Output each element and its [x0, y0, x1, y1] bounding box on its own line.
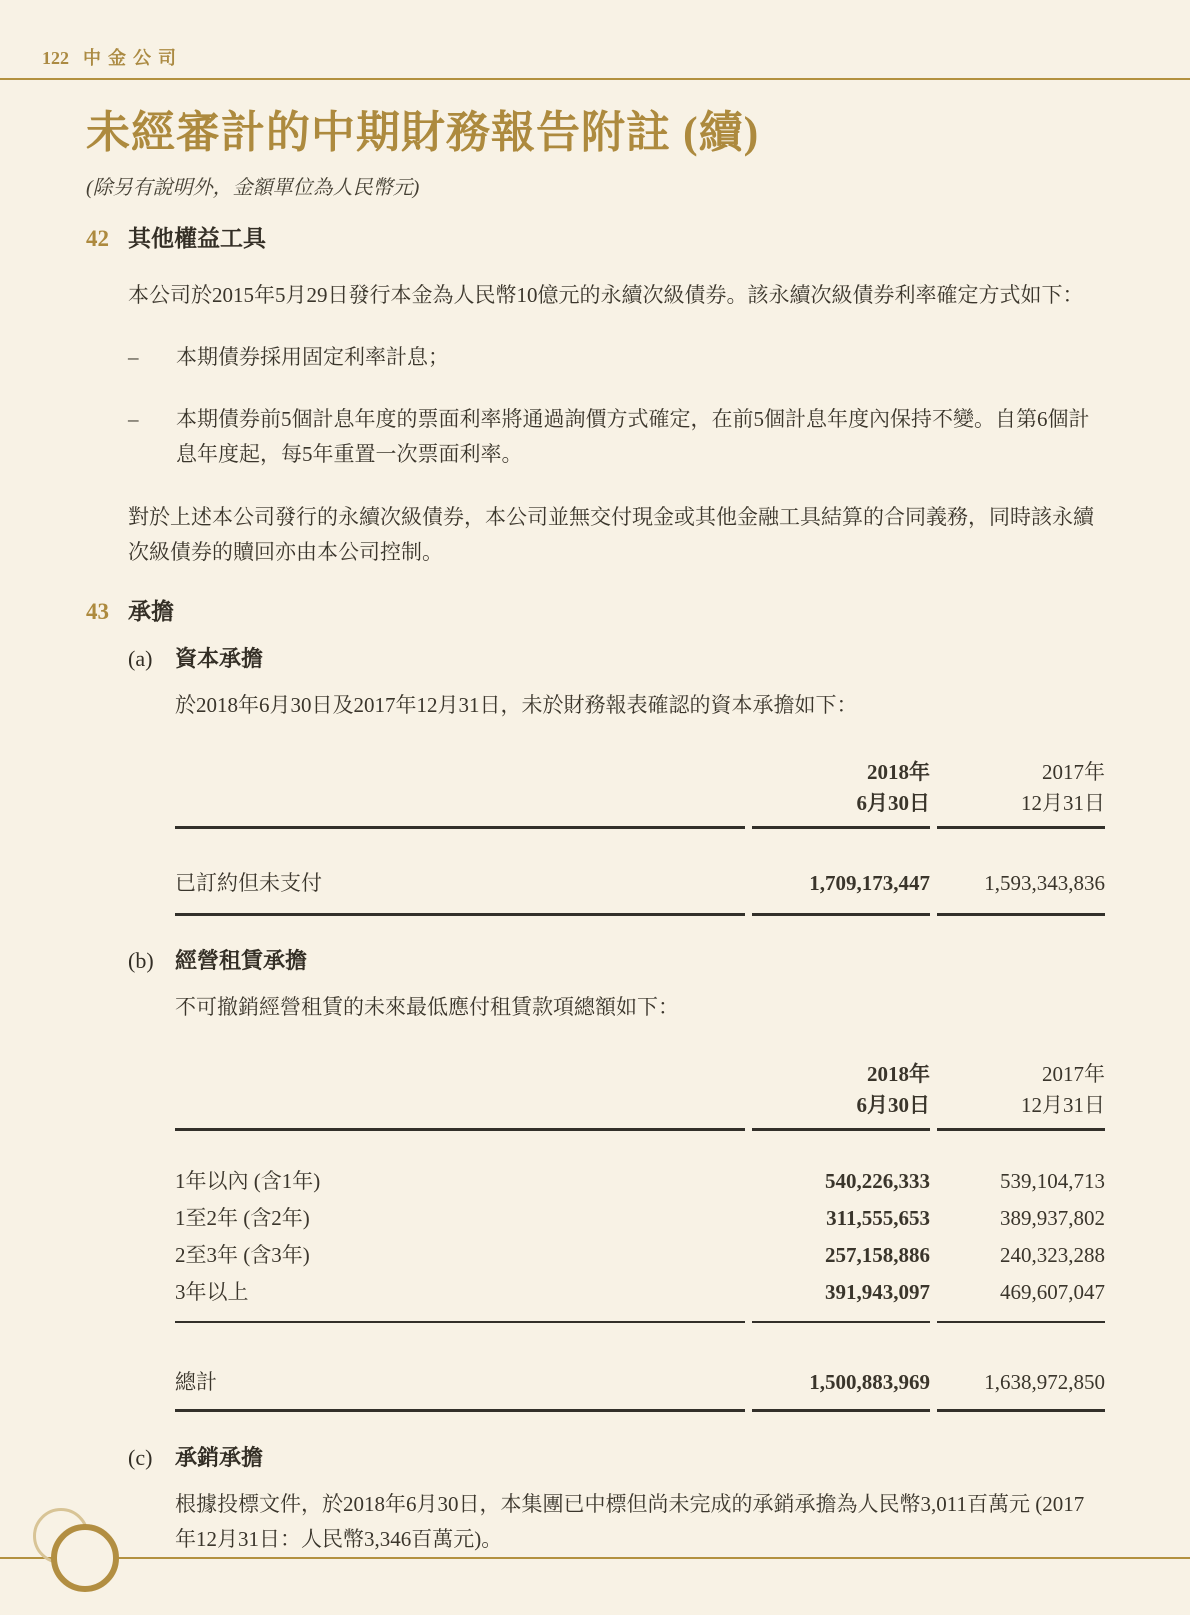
table-rule-bottom	[175, 913, 1105, 916]
table-header-row	[175, 1059, 1105, 1128]
section-42-heading	[86, 224, 1105, 254]
row-label: 已訂約但未支付	[175, 871, 322, 895]
row-value-2017: 1,593,343,836	[984, 871, 1105, 895]
subsection-a-body	[175, 688, 1105, 916]
bullet-dash: –	[128, 345, 139, 369]
subsection-b-intro: 不可撤銷經營租賃的未來最低應付租賃款項總額如下：	[175, 995, 679, 1019]
column-header-2017	[937, 1059, 1105, 1121]
subsection-b	[128, 946, 1105, 1412]
capital-commitments-table	[175, 757, 1105, 916]
table-body	[175, 829, 1105, 913]
table-header-spacer	[175, 757, 745, 819]
subsection-b-title: 經營租賃承擔	[175, 948, 308, 973]
company-name: 中金公司	[83, 48, 183, 68]
table-row	[175, 829, 1105, 913]
table-row	[175, 1200, 1105, 1237]
column-header-2018	[752, 1059, 930, 1121]
section-42	[86, 224, 1105, 570]
row-value-2017: 539,104,713	[1000, 1169, 1105, 1193]
header-rule	[0, 78, 1190, 80]
column-header-2018-year: 2018年	[867, 760, 930, 784]
table-header-row	[175, 757, 1105, 826]
subsection-a-title: 資本承擔	[175, 646, 264, 671]
table-rule-subtotal	[175, 1321, 1105, 1323]
row-value-2018: 257,158,886	[825, 1243, 930, 1267]
bullet-text: 本期債券採用固定利率計息；	[176, 345, 449, 369]
row-label: 1年以內 (含1年)	[175, 1169, 321, 1193]
row-value-2018: 391,943,097	[825, 1280, 930, 1304]
table-row	[175, 1163, 1105, 1200]
subsection-a-intro: 於2018年6月30日及2017年12月31日，未於財務報表確認的資本承擔如下：	[175, 693, 858, 717]
row-value-2018: 540,226,333	[825, 1169, 930, 1193]
table-row	[175, 1237, 1105, 1274]
page-content	[0, 108, 1190, 1557]
subsection-c-label: (c)	[128, 1445, 153, 1470]
bullet-item	[128, 402, 1105, 472]
column-header-2018-year: 2018年	[867, 1062, 930, 1086]
subsection-a-label: (a)	[128, 646, 153, 671]
operating-lease-table	[175, 1059, 1105, 1412]
subsection-c-heading	[128, 1443, 1105, 1472]
bullet-item	[128, 340, 1105, 375]
section-42-closing: 對於上述本公司發行的永續次級債券，本公司並無交付現金或其他金融工具結算的合同義務，同時該永續次級債券的贖回亦由本公司控制。	[128, 505, 1094, 564]
footer-circle-bold-icon	[51, 1524, 119, 1592]
row-value-2017: 469,607,047	[1000, 1280, 1105, 1304]
page-header	[0, 0, 1190, 70]
section-43-title: 承擔	[128, 599, 174, 624]
column-header-2017-date: 12月31日	[1021, 791, 1105, 815]
table-row	[175, 1274, 1105, 1311]
subsection-c-text: 根據投標文件，於2018年6月30日，本集團已中標但尚未完成的承銷承擔為人民幣3,011百萬元 (2017年12月31日：人民幣3,346百萬元)。	[175, 1492, 1085, 1551]
section-43	[86, 597, 1105, 1557]
section-43-number: 43	[86, 599, 109, 624]
subsection-c-body	[175, 1487, 1105, 1557]
column-header-2018-date: 6月30日	[856, 1093, 930, 1117]
column-header-2017-year: 2017年	[1042, 760, 1105, 784]
table-header-spacer	[175, 1059, 745, 1121]
subsection-a-heading	[128, 644, 1105, 673]
subsection-c-title: 承銷承擔	[175, 1445, 264, 1470]
table-body	[175, 1131, 1105, 1321]
subsection-c	[128, 1443, 1105, 1557]
section-42-body	[128, 278, 1105, 570]
column-header-2018-date: 6月30日	[856, 791, 930, 815]
column-header-2018	[752, 757, 930, 819]
section-42-title: 其他權益工具	[128, 226, 266, 251]
row-label: 3年以上	[175, 1280, 249, 1304]
footer-rule	[0, 1557, 1190, 1559]
bullet-dash: –	[128, 407, 139, 431]
row-value-2018: 1,709,173,447	[809, 871, 930, 895]
total-value-2018: 1,500,883,969	[809, 1370, 930, 1394]
section-42-number: 42	[86, 226, 109, 251]
column-header-2017	[937, 757, 1105, 819]
total-label: 總計	[175, 1370, 217, 1394]
document-title: 未經審計的中期財務報告附註 (續)	[86, 108, 760, 157]
row-value-2018: 311,555,653	[826, 1206, 930, 1230]
total-value-2017: 1,638,972,850	[984, 1370, 1105, 1394]
document-subtitle: (除另有說明外，金額單位為人民幣元)	[86, 177, 420, 199]
subsection-b-heading	[128, 946, 1105, 975]
table-rule-top	[175, 1128, 1105, 1131]
table-total-row	[175, 1323, 1105, 1409]
page-number: 122	[42, 48, 69, 68]
subsection-b-body	[175, 990, 1105, 1412]
row-value-2017: 240,323,288	[1000, 1243, 1105, 1267]
table-rule-top	[175, 826, 1105, 829]
subsection-a	[128, 644, 1105, 916]
section-43-body	[128, 644, 1105, 1557]
column-header-2017-date: 12月31日	[1021, 1093, 1105, 1117]
section-43-heading	[86, 597, 1105, 627]
section-42-intro: 本公司於2015年5月29日發行本金為人民幣10億元的永續次級債券。該永續次級債券利率確定方式如下：	[128, 283, 1084, 307]
subsection-b-label: (b)	[128, 948, 154, 973]
column-header-2017-year: 2017年	[1042, 1062, 1105, 1086]
table-rule-bottom	[175, 1409, 1105, 1412]
row-value-2017: 389,937,802	[1000, 1206, 1105, 1230]
row-label: 1至2年 (含2年)	[175, 1206, 310, 1230]
bullet-text: 本期債券前5個計息年度的票面利率將通過詢價方式確定，在前5個計息年度內保持不變。自第6個計息年度起，每5年重置一次票面利率。	[176, 407, 1090, 466]
row-label: 2至3年 (含3年)	[175, 1243, 310, 1267]
